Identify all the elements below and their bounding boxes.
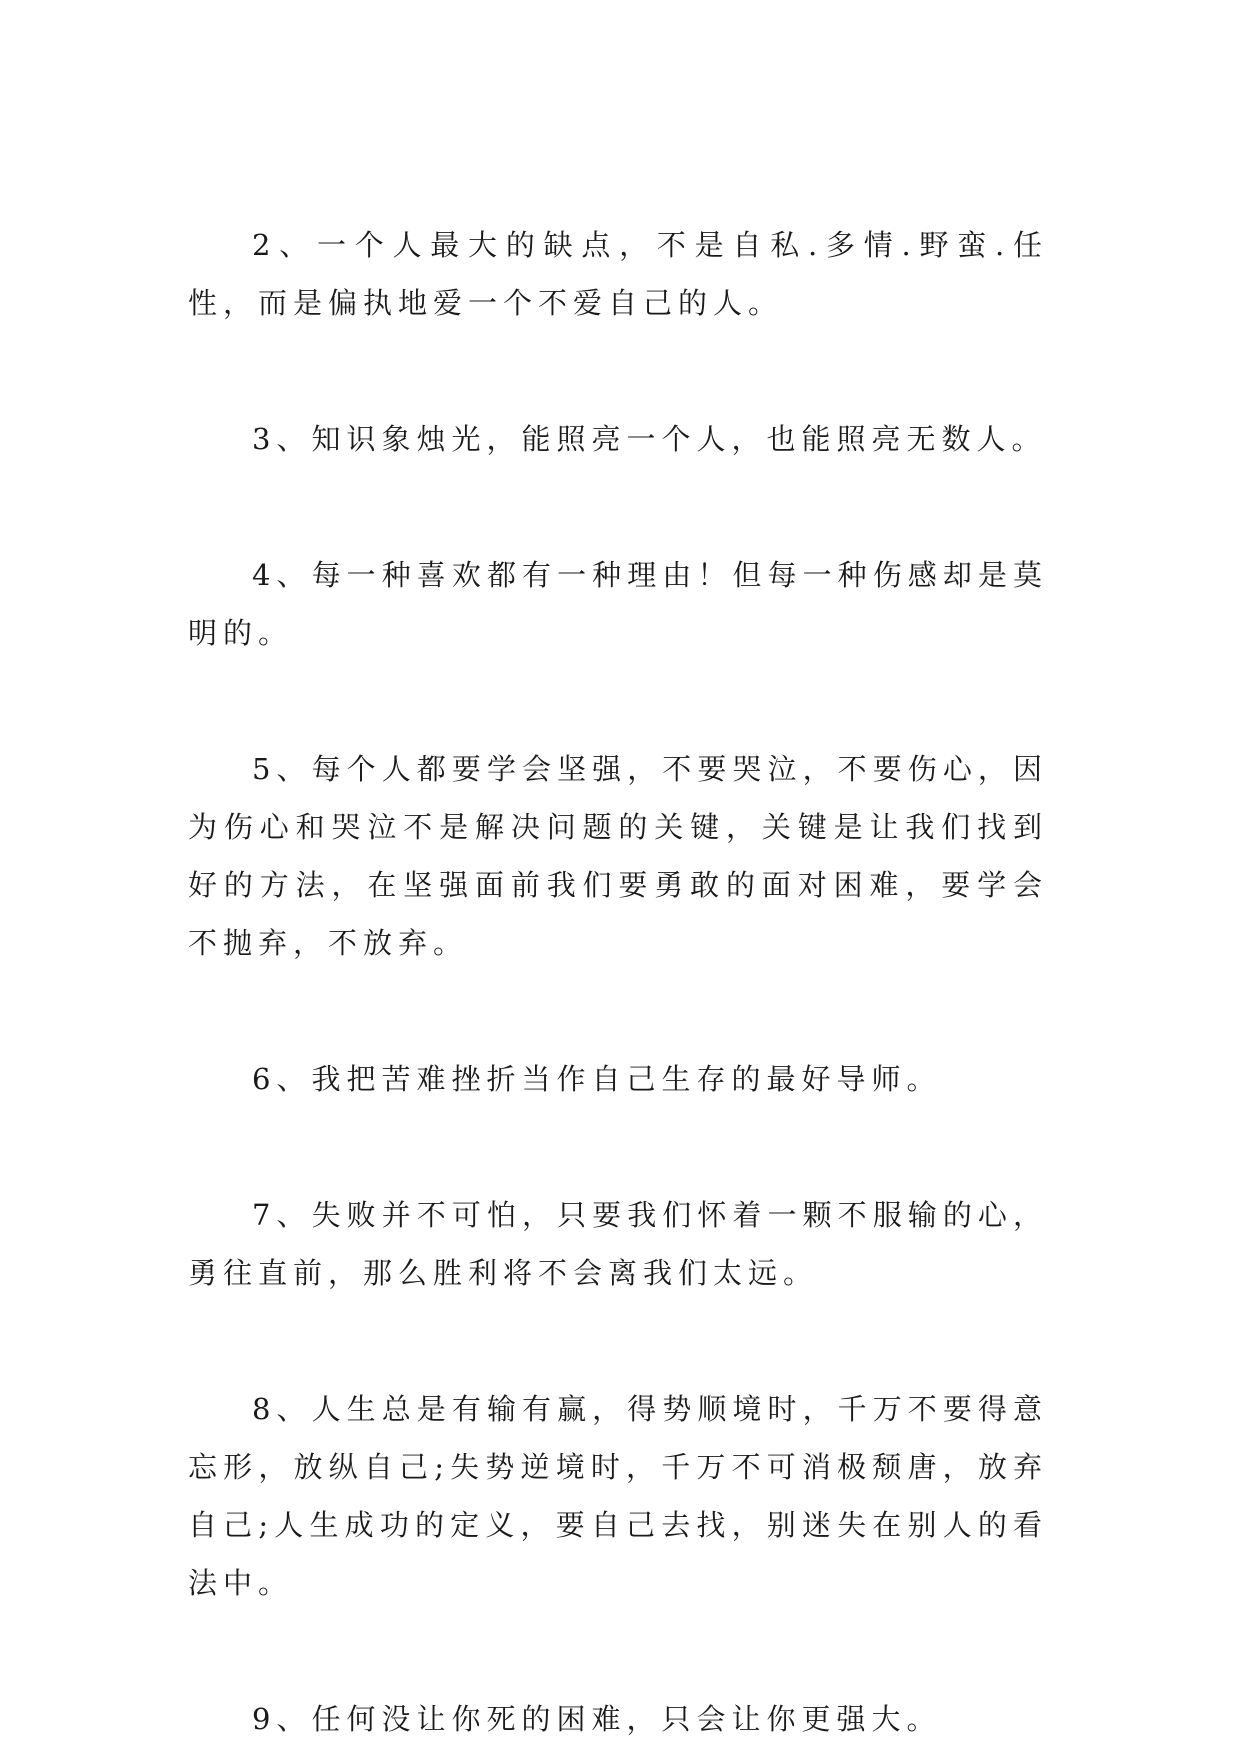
paragraph-item-7: 7、失败并不可怕，只要我们怀着一颗不服输的心，勇往直前，那么胜利将不会离我们太远。	[188, 1198, 1048, 1290]
paragraph-item-8: 8、人生总是有输有赢，得势顺境时，千万不要得意忘形，放纵自己;失势逆境时，千万不可消极颓唐，放弃自己;人生成功的定义，要自己去找，别迷失在别人的看法中。	[188, 1392, 1048, 1600]
paragraph-item-4: 4、每一种喜欢都有一种理由！但每一种伤感却是莫明的。	[188, 558, 1048, 650]
document-body	[188, 216, 1048, 1748]
paragraph-item-9: 9、任何没让你死的困难，只会让你更强大。	[252, 1702, 942, 1736]
paragraph-item-5: 5、每个人都要学会坚强，不要哭泣，不要伤心，因为伤心和哭泣不是解决问题的关键，关键是让我们找到好的方法，在坚强面前我们要勇敢的面对困难，要学会不抛弃，不放弃。	[188, 752, 1048, 960]
paragraph-item-3: 3、知识象烛光，能照亮一个人，也能照亮无数人。	[252, 422, 1047, 456]
paragraph-item-6: 6、我把苦难挫折当作自己生存的最好导师。	[252, 1062, 942, 1096]
paragraph-item-2: 2、一个人最大的缺点，不是自私.多情.野蛮.任性，而是偏执地爱一个不爱自己的人。	[188, 228, 1048, 320]
